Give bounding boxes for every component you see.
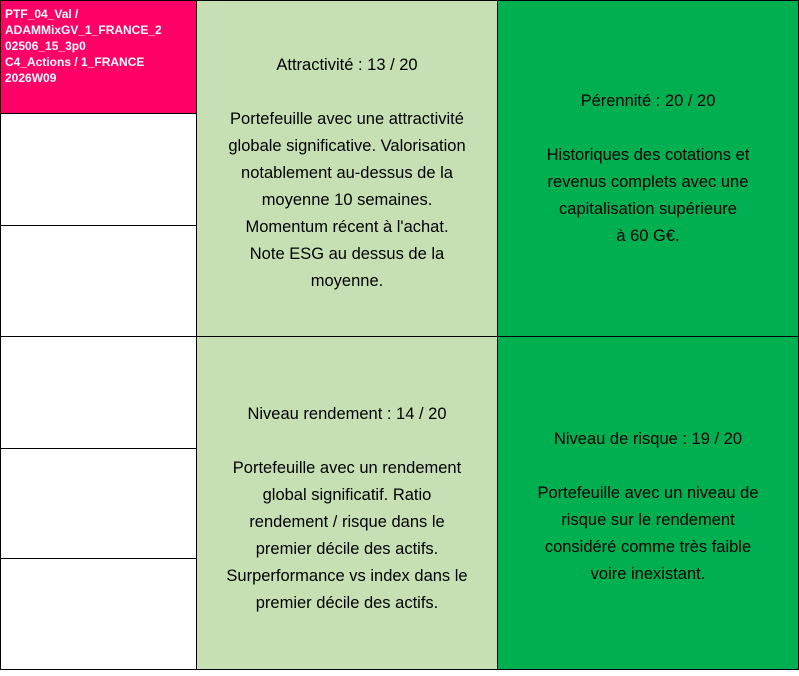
empty-cell: [0, 336, 197, 449]
risque-card: [497, 336, 799, 670]
empty-cell: [0, 225, 197, 337]
rendement-card: [196, 336, 498, 670]
attractivite-card: [196, 0, 498, 337]
attractivite-text: Portefeuille avec une attractivité globale significative. Valorisation notablement au-dessus de la moyenne 10 semaines. Momentum récent à l'achat. Note ESG au dessus de la moyenne.: [228, 110, 466, 290]
rendement-title: Niveau rendement : 14 / 20: [247, 405, 447, 423]
empty-cell: [0, 113, 197, 226]
empty-cell: [0, 448, 197, 559]
rendement-text: Portefeuille avec un rendement global significatif. Ratio rendement / risque dans le premier décile des actifs. Surperformance vs index dans le premier décile des actifs.: [226, 459, 468, 612]
attractivite-title: Attractivité : 13 / 20: [276, 56, 418, 74]
risque-text: Portefeuille avec un niveau de risque sur le rendement considéré comme très faible voire inexistant.: [537, 484, 759, 583]
risque-title: Niveau de risque : 19 / 20: [553, 430, 743, 448]
perennite-title: Pérennité : 20 / 20: [580, 91, 716, 110]
empty-cell: [0, 558, 197, 670]
portfolio-label: PTF_04_Val / ADAMMixGV_1_FRANCE_2 02506_15_3p0 C4_Actions / 1_FRANCE 2026W09: [0, 0, 197, 114]
perennite-card: [497, 0, 799, 337]
perennite-text: Historiques des cotations et revenus complets avec une capitalisation supérieure à 60 G€.: [546, 145, 750, 245]
